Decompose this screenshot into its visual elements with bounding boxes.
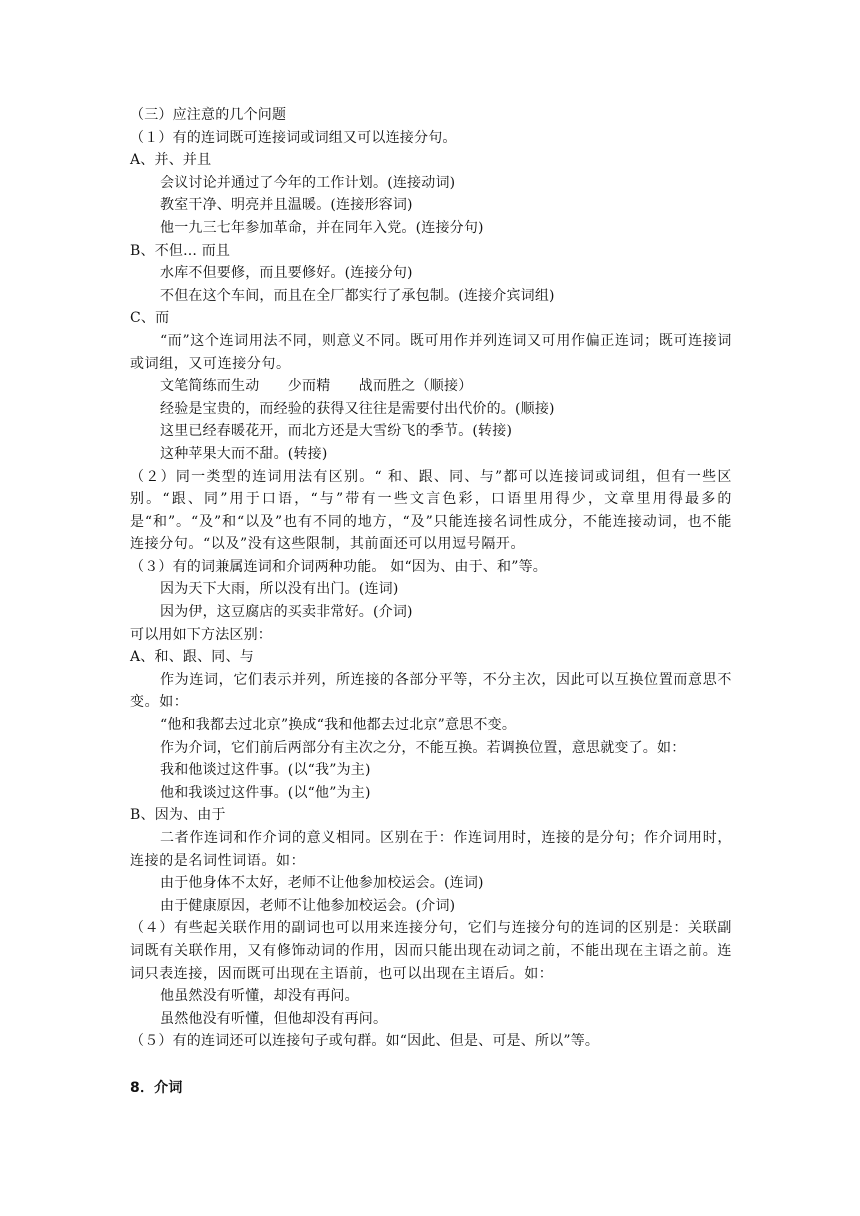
paragraph-line: 他虽然没有听懂，却没有再问。: [160, 988, 359, 1005]
paragraph-line: B、因为、由于: [130, 807, 226, 824]
paragraph-line: （１）有的连词既可连接词或词组又可以连接分句。: [130, 129, 457, 146]
paragraph-line: （４）有些起关联作用的副词也可以用来连接分句，它们与连接分句的连词的区别是：关联副词既有关联作用，又有修饰动词的作用，因而只能出现在动词之前，不能出现在主语之前。连词只表连接，因而既可出现在主语前，也可以出现在主语后。如：: [130, 920, 732, 982]
paragraph-line: 作为介词，它们前后两部分有主次之分，不能互换。若调换位置，意思就变了。如：: [160, 739, 686, 756]
section-heading: 8．介词: [130, 1079, 183, 1096]
paragraph-line: 因为伊，这豆腐店的买卖非常好。(介词): [160, 604, 413, 621]
paragraph-line: 由于健康原因，老师不让他参加校运会。(介词): [160, 897, 456, 914]
paragraph-line: 这里已经春暖花开，而北方还是大雪纷飞的季节。(转接): [160, 423, 513, 440]
paragraph-line: 因为天下大雨，所以没有出门。(连词): [160, 581, 399, 598]
paragraph-line: C、而: [130, 310, 170, 327]
paragraph-line: 文笔简练而生动 少而精 战而胜之（顺接）: [160, 378, 473, 395]
paragraph-line: （三）应注意的几个问题: [130, 107, 287, 123]
paragraph-line: 作为连词，它们表示并列，所连接的各部分平等，不分主次，因此可以互换位置而意思不变。如：: [130, 671, 732, 711]
paragraph-line: B、不但... 而且: [130, 242, 231, 259]
paragraph-line: 水库不但要修，而且要修好。(连接分句): [160, 265, 413, 282]
paragraph-line: （２）同一类型的连词用法有区别。“ 和、跟、同、与”都可以连接词或词组，但有一些区别。“跟、同”用于口语，“与”带有一些文言色彩，口语里用得少，文章里用得最多的是“和”。“及”和“以及”也有不同的地方，“及”只能连接名词性成分，不能连接动词，也不能连接分句。“以及”没有这些限制，其前面还可以用逗号隔开。: [130, 468, 732, 553]
paragraph-line: 他和我谈过这件事。(以“他”为主): [160, 784, 371, 801]
document-body: [130, 104, 732, 1053]
paragraph-line: “他和我都去过北京”换成“我和他都去过北京”意思不变。: [160, 717, 517, 734]
paragraph-line: 会议讨论并通过了今年的工作计划。(连接动词): [160, 174, 456, 191]
paragraph-line: “而”这个连词用法不同，则意义不同。既可用作并列连词又可用作偏正连词；既可连接词或词组，又可连接分句。: [130, 332, 732, 372]
paragraph-line: 我和他谈过这件事。(以“我”为主): [160, 762, 371, 779]
paragraph-line: 由于他身体不太好，老师不让他参加校运会。(连词): [160, 875, 484, 892]
paragraph-line: 教室干净、明亮并且温暖。(连接形容词): [160, 197, 413, 214]
paragraph-line: （５）有的连词还可以连接句子或句群。如“因此、但是、可是、所以”等。: [130, 1033, 600, 1050]
paragraph-line: A、和、跟、同、与: [130, 649, 254, 666]
paragraph-line: 虽然他没有听懂，但他却没有再问。: [160, 1010, 388, 1027]
paragraph-line: 这种苹果大而不甜。(转接): [160, 445, 328, 462]
paragraph-line: A、并、并且: [130, 152, 212, 169]
paragraph-line: 二者作连词和作介词的意义相同。区别在于：作连词用时，连接的是分句；作介词用时，连接的是名词性词语。如：: [130, 830, 732, 869]
paragraph-line: 经验是宝贵的，而经验的获得又往往是需要付出代价的。(顺接): [160, 400, 555, 417]
paragraph-line: 不但在这个车间，而且在全厂都实行了承包制。(连接介宾词组): [160, 287, 555, 304]
paragraph-line: 他一九三七年参加革命，并在同年入党。(连接分句): [160, 219, 484, 236]
paragraph-line: （３）有的词兼属连词和介词两种功能。 如“因为、由于、和”等。: [130, 558, 547, 575]
paragraph-line: 可以用如下方法区别：: [130, 626, 272, 643]
